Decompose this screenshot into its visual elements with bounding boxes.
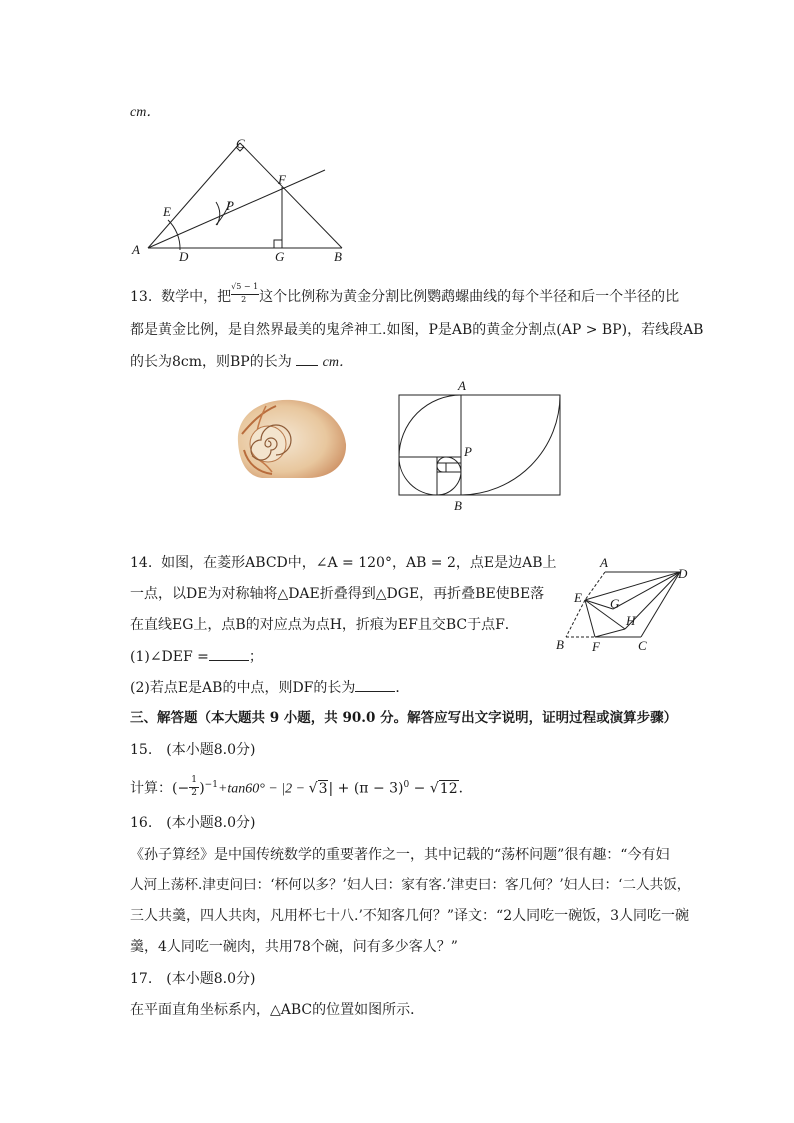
q15-mid3: − xyxy=(409,780,430,797)
top-unit-text: cm． xyxy=(130,105,161,120)
fig12-label-e: E xyxy=(163,204,171,219)
q16-line2: 人河上荡杯.津吏问曰：‘杯何以多？’妇人曰：家有客.’津吏曰：客几何？’妇人曰：‘二人共饭， xyxy=(130,877,691,893)
q16-line1: 《孙子算经》是中国传统数学的重要著作之一，其中记载的“荡杯问题”很有趣：“今有妇 xyxy=(130,847,670,863)
q13-line2 xyxy=(130,321,703,339)
q14-sub2 xyxy=(130,679,409,697)
figure-q14-rhombus xyxy=(550,555,700,655)
figure-q12-triangle xyxy=(120,130,340,265)
q13-line3 xyxy=(130,353,353,372)
q15-frac-den: 2 xyxy=(191,787,197,798)
fig14-label-b: B xyxy=(556,637,564,652)
q13-line3a-text: 的长为8cm，则BP的长为 xyxy=(130,354,292,370)
q13-answer-blank[interactable] xyxy=(296,365,318,366)
fig12-label-b: B xyxy=(334,249,342,264)
fig14-label-e: E xyxy=(574,590,582,605)
fig14-label-f: F xyxy=(592,639,600,654)
q13-line2-text: 都是黄金比例，是自然界最美的鬼斧神工.如图， xyxy=(130,322,429,338)
q13-part2: 这个比例称为黄金分割比例鹦鹉螺曲线的每个半径和后一个半径的比 xyxy=(259,289,680,305)
q15-mid1: +tan60° − |2 − xyxy=(217,781,309,797)
fig12-label-p: P xyxy=(226,198,234,213)
q14-line2: 一点，以DE为对称轴将△DAE折叠得到△DGE，再折叠BE使BE落 xyxy=(130,586,545,602)
q14-sub2-end: ． xyxy=(395,680,410,696)
q14-sub1-answer-blank[interactable] xyxy=(209,660,249,661)
q15-exp2: 0 xyxy=(403,780,410,790)
q15-frac-num: 1 xyxy=(191,774,197,785)
q15-mid2: | + (π − 3) xyxy=(328,780,404,797)
golden-ratio-fraction xyxy=(231,282,259,305)
q15-exp1: −1 xyxy=(204,780,218,790)
q14-sub2-answer-blank[interactable] xyxy=(355,691,395,692)
q16-line4: 羹，4人同吃一碗肉，共用78个碗，问有多少客人？” xyxy=(130,939,458,955)
q15-end: ． xyxy=(458,780,473,797)
q13-number: 13. xyxy=(130,289,153,305)
spiral-label-a: A xyxy=(458,378,466,393)
q15-sqrt12: 12 xyxy=(439,780,458,797)
q14-sub1-end: ； xyxy=(248,649,263,665)
q14-sub1-text: (1)∠DEF = xyxy=(130,649,209,665)
spiral-label-b: B xyxy=(454,498,462,513)
q14-number: 14. xyxy=(130,555,153,571)
golden-spiral-figure xyxy=(390,378,570,513)
fig12-label-f: F xyxy=(278,172,286,187)
q16-header: 16. (本小题8.0分) xyxy=(130,815,256,831)
q15-sqrt3: 3 xyxy=(318,780,328,797)
q13-line1 xyxy=(130,282,680,306)
spiral-label-p: P xyxy=(464,444,472,459)
q15-header: 15. (本小题8.0分) xyxy=(130,742,256,758)
q13-line2b-text: P是AB的黄金分割点(AP > BP)，若线段AB xyxy=(428,322,704,338)
q13-line3b-text: cm． xyxy=(322,355,353,370)
fig12-label-a: A xyxy=(132,242,140,257)
fig12-label-g: G xyxy=(275,249,285,264)
fig14-label-g: G xyxy=(610,596,620,611)
q16-line3: 三人共羹，四人共肉，凡用杯七十八.’不知客几何？”译文：“2人同吃一碗饭，3人同吃一碗 xyxy=(130,908,690,924)
q15-expression: 计算：(− $\frac{1}{2}$ )$^{-1}+\tan 60^\circ - |2 - √3| + (\pi - 3)^0 - √12$． xyxy=(130,774,473,798)
q17-line1: 在平面直角坐标系内，△ABC的位置如图所示． xyxy=(130,1002,425,1018)
fig12-label-d: D xyxy=(179,249,189,264)
nautilus-shell-image xyxy=(232,398,348,480)
fig14-label-h: H xyxy=(626,613,636,628)
q14-line1-text: 如图，在菱形ABCD中，∠A = 120°，AB = 2，点E是边AB上 xyxy=(161,555,557,571)
section-3-heading: 三、解答题（本大题共 9 小题，共 90.0 分。解答应写出文字说明，证明过程或演算步骤） xyxy=(130,710,678,726)
q14-sub1 xyxy=(130,648,263,666)
q13-part1: 数学中，把 xyxy=(161,289,232,305)
fig14-label-d: D xyxy=(678,566,688,581)
golden-ratio-denominator: 2 xyxy=(241,295,247,304)
q17-header: 17. (本小题8.0分) xyxy=(130,971,256,987)
q15-prefix: 计算：(− xyxy=(130,780,190,797)
q15-fraction xyxy=(189,774,199,798)
fig12-label-c: C xyxy=(236,136,245,151)
fig14-label-c: C xyxy=(638,638,647,653)
fig14-label-a: A xyxy=(600,555,608,570)
q14-sub2-text: (2)若点E是AB的中点，则DF的长为 xyxy=(130,680,356,696)
q14-line3: 在直线EG上，点B的对应点为点H，折痕为EF且交BC于点F． xyxy=(130,617,519,633)
golden-ratio-numerator: √5 − 1 xyxy=(231,282,259,291)
q14-line1 xyxy=(130,554,557,572)
